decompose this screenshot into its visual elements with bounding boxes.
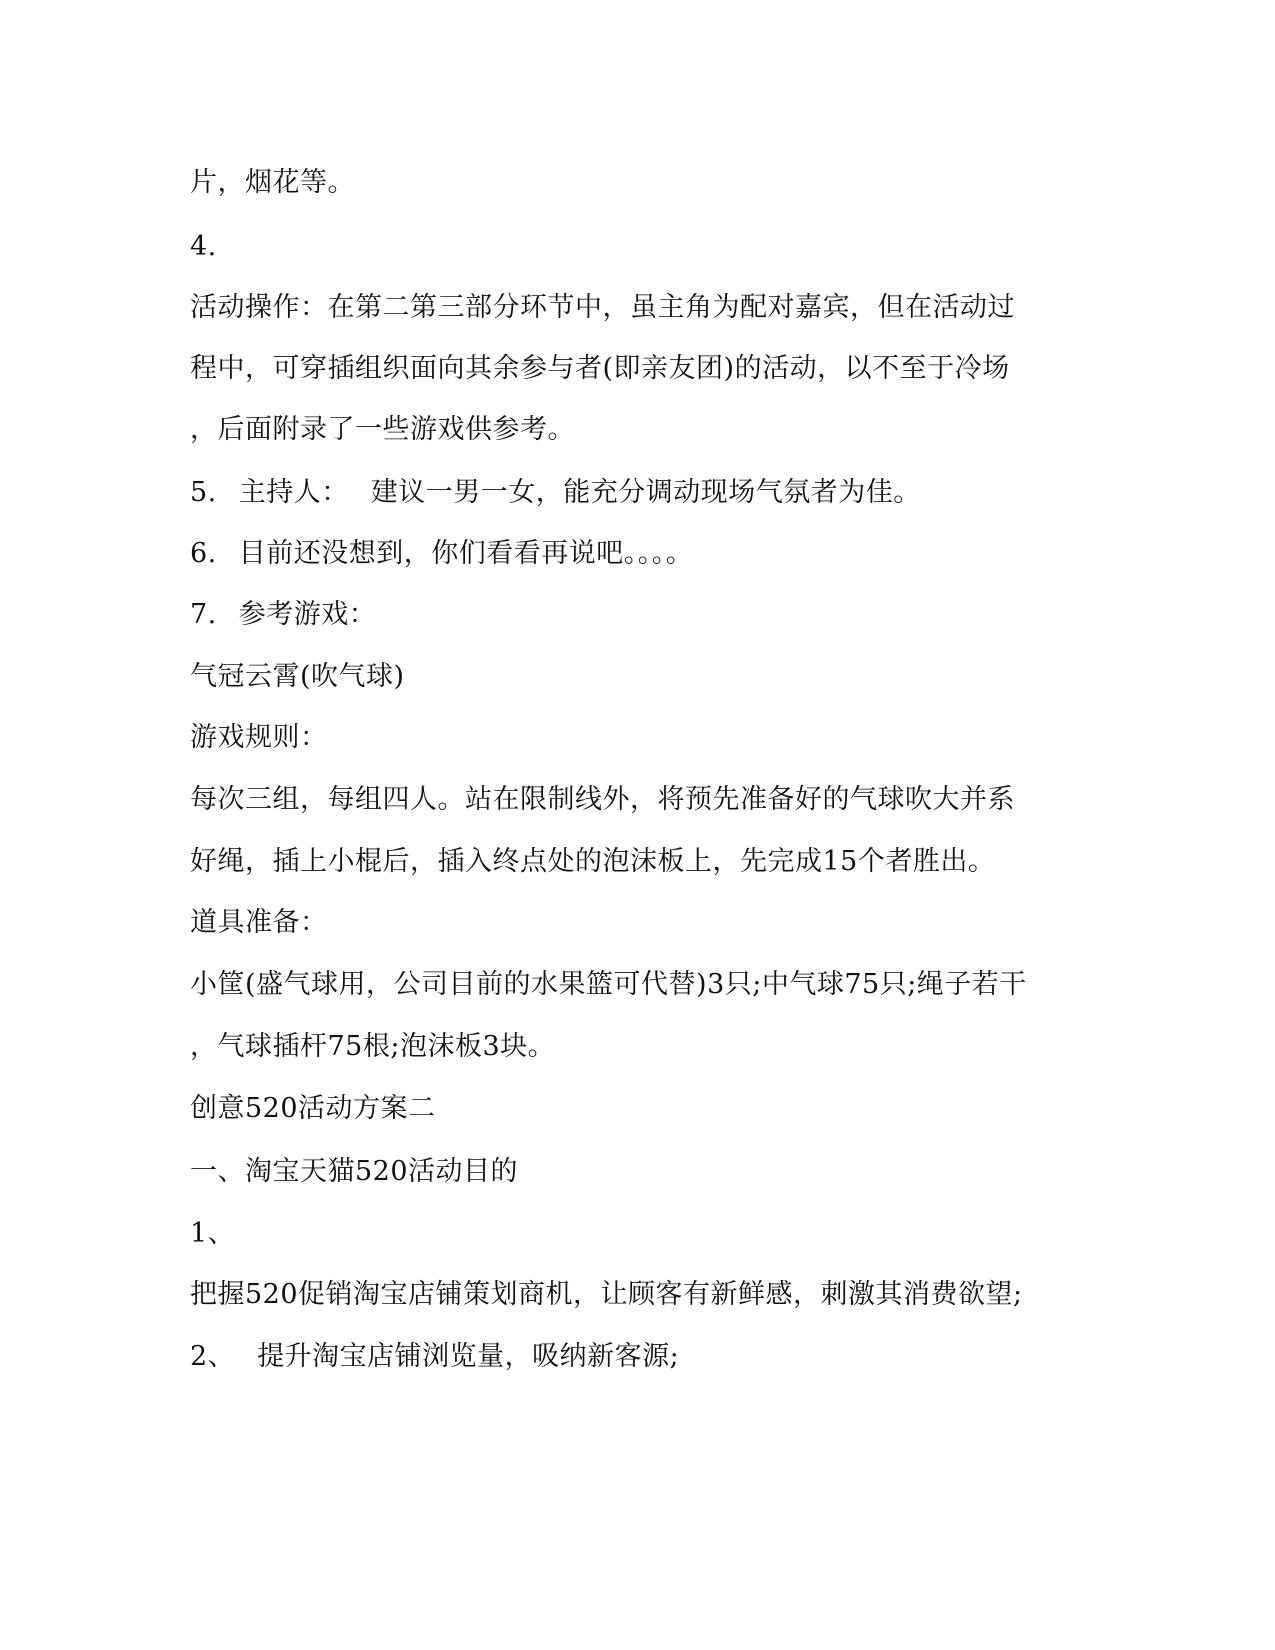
- text-line: 小筐(盛气球用，公司目前的水果篮可代替)3只;中气球75只;绳子若干: [190, 969, 1027, 1000]
- list-text: 建议一男一女，能充分调动现场气氛者为佳。: [370, 477, 921, 508]
- list-number: 1、: [190, 1218, 236, 1249]
- text-line: 好绳，插上小棍后，插入终点处的泡沫板上，先完成15个者胜出。: [190, 846, 996, 877]
- text-line: ，气球插杆75根;泡沫板3块。: [190, 1031, 556, 1062]
- list-text: 目前还没想到，你们看看再说吧。。。。: [238, 538, 694, 569]
- game-title: 气冠云霄(吹气球): [190, 661, 405, 692]
- list-number: 5.: [190, 477, 217, 508]
- list-number: 4.: [190, 231, 217, 262]
- text-line: 把握520促销淘宝店铺策划商机，让顾客有新鲜感，刺激其消费欲望;: [190, 1279, 1023, 1310]
- list-text: 参考游戏：: [238, 599, 377, 630]
- list-number: 6.: [190, 538, 217, 569]
- list-label: 主持人：: [238, 477, 349, 508]
- list-item: [190, 537, 693, 571]
- list-number: 2、: [190, 1341, 236, 1372]
- text-line: 片，烟花等。: [190, 167, 355, 198]
- section-heading: 一、淘宝天猫520活动目的: [190, 1156, 519, 1187]
- list-item: [190, 476, 921, 510]
- text-line: ，后面附录了一些游戏供参考。: [190, 414, 575, 445]
- list-number: 7.: [190, 599, 217, 630]
- text-line: 每次三组，每组四人。站在限制线外，将预先准备好的气球吹大并系: [190, 784, 1015, 815]
- list-item: [190, 598, 376, 632]
- list-item: [190, 1340, 679, 1374]
- section-label: 游戏规则：: [190, 722, 328, 753]
- section-label: 道具准备：: [190, 907, 328, 938]
- list-text: 提升淘宝店铺浏览量，吸纳新客源;: [257, 1341, 680, 1372]
- section-heading: 创意520活动方案二: [190, 1093, 436, 1124]
- text-line: 程中，可穿插组织面向其余参与者(即亲友团)的活动，以不至于冷场: [190, 353, 1010, 384]
- text-line: 活动操作：在第二第三部分环节中，虽主角为配对嘉宾，但在活动过: [190, 292, 1015, 323]
